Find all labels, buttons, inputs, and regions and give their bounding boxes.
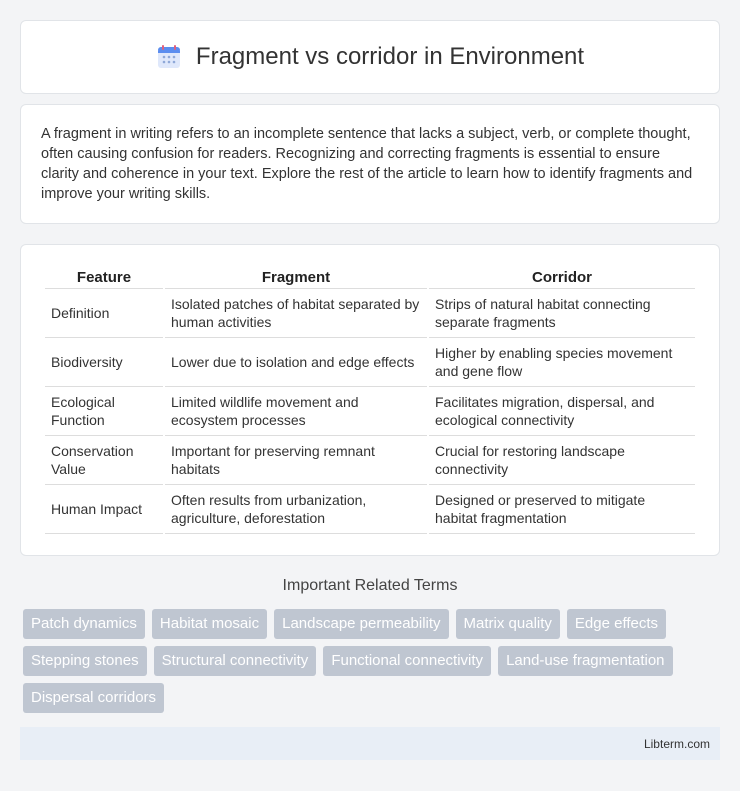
- table-row: [45, 485, 695, 534]
- row-corridor: Facilitates migration, dispersal, and ecological connectivity: [429, 387, 695, 436]
- term-tag[interactable]: Landscape permeability: [274, 609, 448, 639]
- table-row: [45, 289, 695, 338]
- term-tag[interactable]: Land-use fragmentation: [498, 646, 672, 676]
- row-fragment: Lower due to isolation and edge effects: [165, 338, 427, 387]
- term-tag[interactable]: Stepping stones: [23, 646, 147, 676]
- comparison-table-card: [20, 244, 720, 556]
- row-fragment: Important for preserving remnant habitats: [165, 436, 427, 485]
- related-terms-list: [23, 609, 723, 713]
- calendar-icon: [156, 44, 182, 70]
- table-row: [45, 338, 695, 387]
- header-fragment: Fragment: [165, 263, 427, 289]
- table-row: [45, 387, 695, 436]
- row-feature: Definition: [45, 289, 163, 338]
- row-fragment: Isolated patches of habitat separated by human activities: [165, 289, 427, 338]
- footer-brand-link[interactable]: Libterm.com: [643, 736, 710, 751]
- term-tag[interactable]: Functional connectivity: [323, 646, 491, 676]
- row-corridor: Crucial for restoring landscape connectivity: [429, 436, 695, 485]
- row-fragment: Often results from urbanization, agriculture, deforestation: [165, 485, 427, 534]
- term-tag[interactable]: Structural connectivity: [154, 646, 317, 676]
- term-tag[interactable]: Matrix quality: [456, 609, 560, 639]
- header-card: [20, 20, 720, 94]
- row-feature: Biodiversity: [45, 338, 163, 387]
- footer: [20, 727, 720, 760]
- header-corridor: Corridor: [429, 263, 695, 289]
- row-fragment: Limited wildlife movement and ecosystem processes: [165, 387, 427, 436]
- intro-text: A fragment in writing refers to an incomplete sentence that lacks a subject, verb, or complete thought, often causing confusion for readers. Recognizing and correcting fragments is essential to ensure clarity and coherence in your text. Explore the rest of the article to learn how to identify fragments and improve your writing skills.: [41, 126, 693, 202]
- row-corridor: Designed or preserved to mitigate habitat fragmentation: [429, 485, 695, 534]
- row-feature: Human Impact: [45, 485, 163, 534]
- header-feature: Feature: [45, 263, 163, 289]
- row-feature: Ecological Function: [45, 387, 163, 436]
- term-tag[interactable]: Dispersal corridors: [23, 683, 164, 713]
- intro-card: [20, 104, 720, 224]
- related-terms-title: Important Related Terms: [282, 577, 458, 594]
- page-title: Fragment vs corridor in Environment: [195, 43, 585, 70]
- row-corridor: Higher by enabling species movement and gene flow: [429, 338, 695, 387]
- term-tag[interactable]: Patch dynamics: [23, 609, 145, 639]
- comparison-table: [43, 263, 697, 534]
- row-corridor: Strips of natural habitat connecting separate fragments: [429, 289, 695, 338]
- table-row: [45, 436, 695, 485]
- table-header-row: [45, 263, 695, 289]
- term-tag[interactable]: Edge effects: [567, 609, 666, 639]
- row-feature: Conservation Value: [45, 436, 163, 485]
- term-tag[interactable]: Habitat mosaic: [152, 609, 267, 639]
